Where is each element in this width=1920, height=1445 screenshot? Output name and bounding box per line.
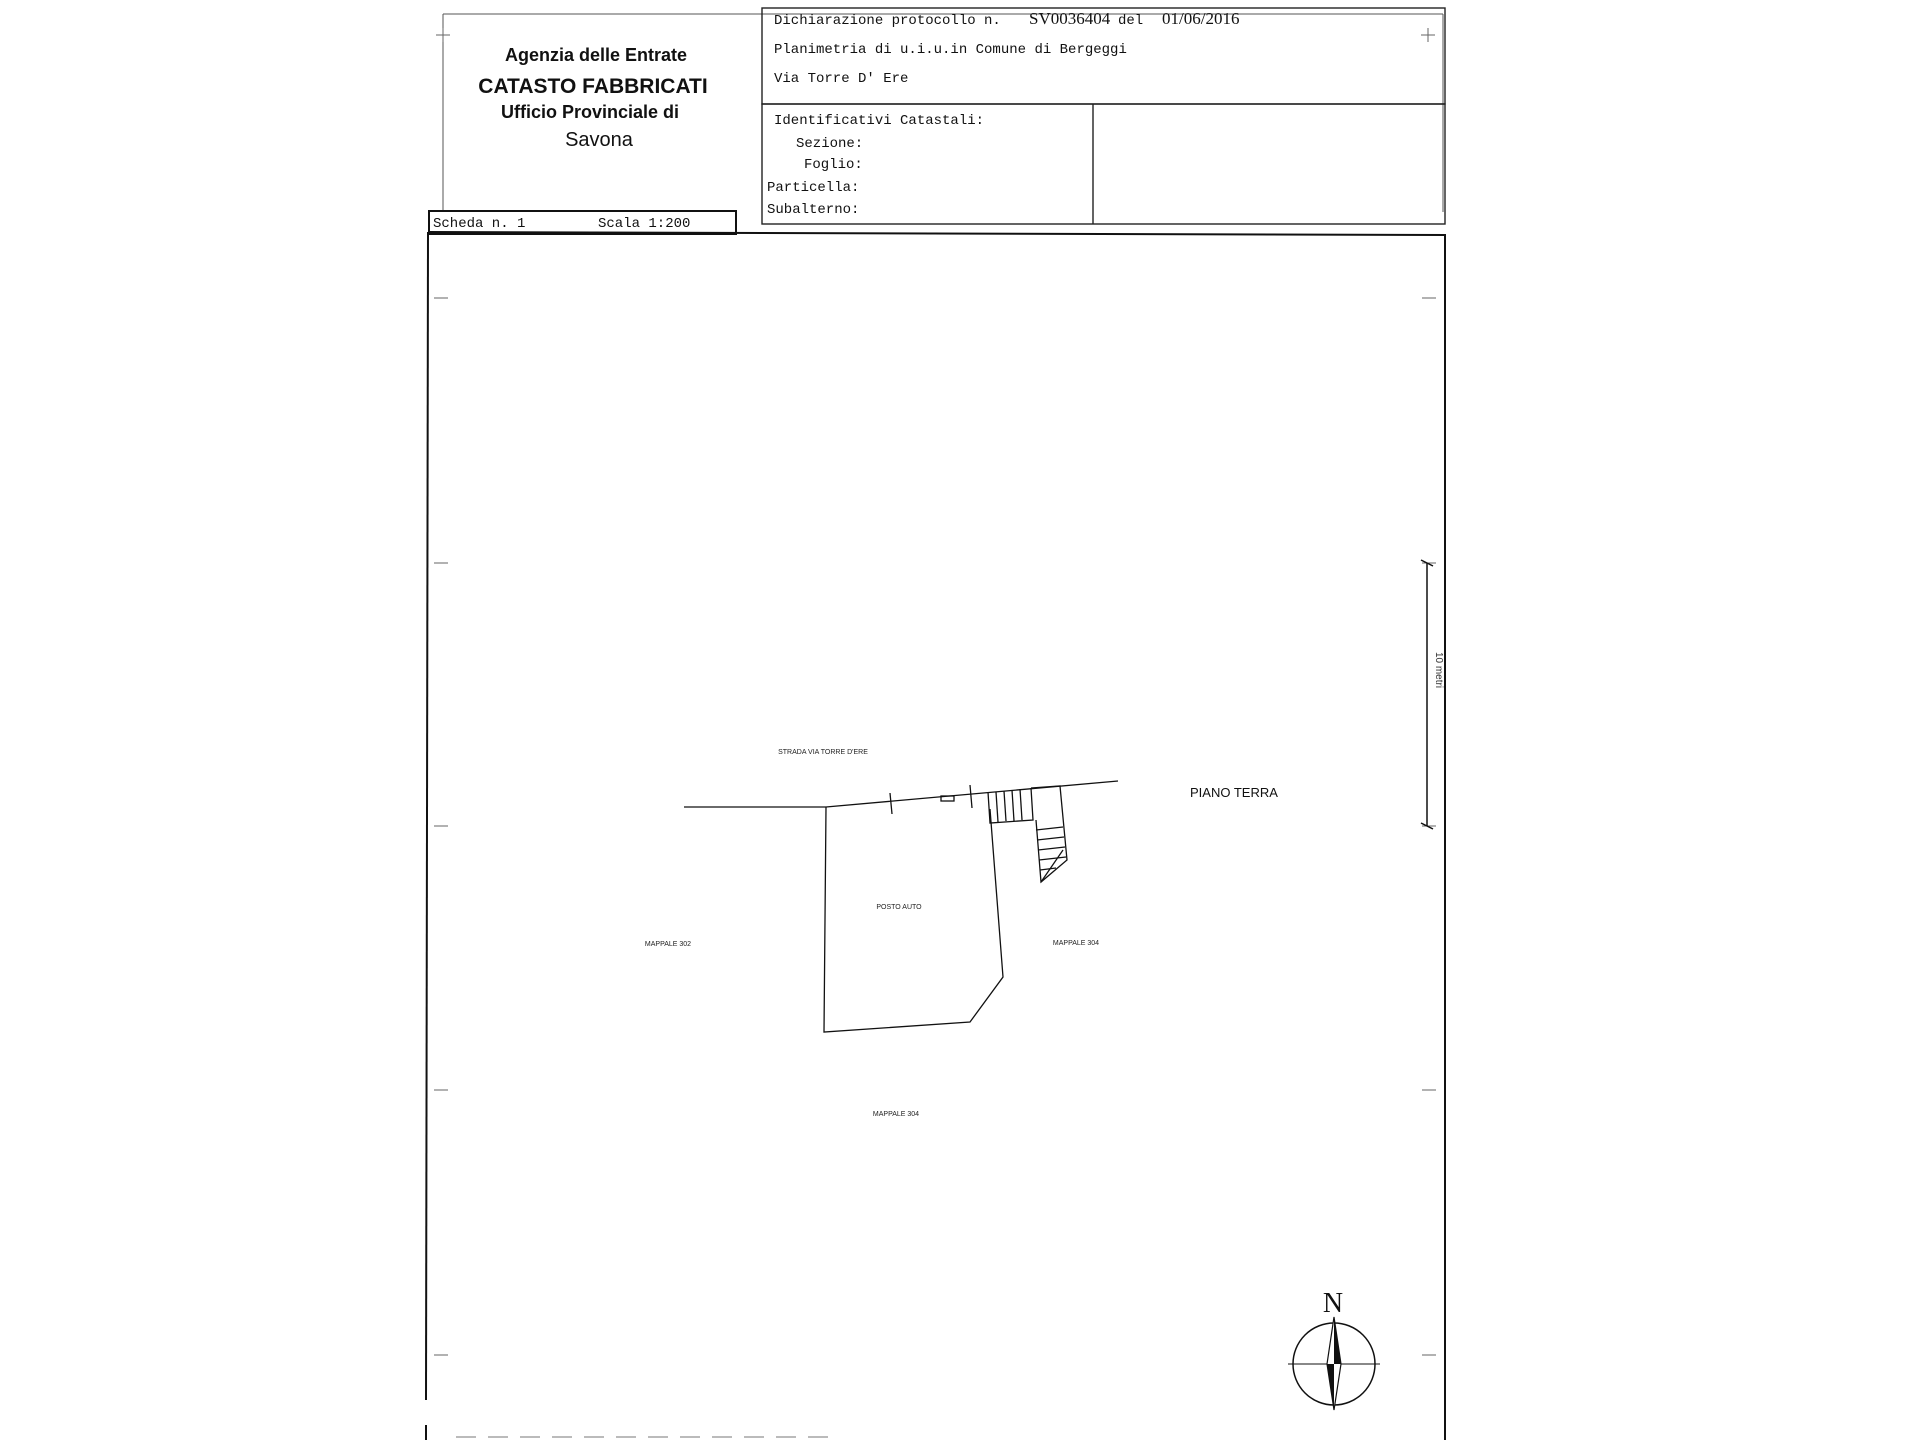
subalterno-label: Subalterno: xyxy=(767,202,860,218)
del-label: del xyxy=(1118,13,1144,29)
north-label: N xyxy=(1322,1288,1344,1319)
declaration-date: 01/06/2016 xyxy=(1162,9,1240,28)
protocol-number: SV0036404 xyxy=(1029,9,1111,28)
parking-space-outline xyxy=(824,807,1003,1032)
street-label: STRADA VIA TORRE D'ERE xyxy=(778,749,868,756)
agency-name: Agenzia delle Entrate xyxy=(504,45,688,65)
drawing-frame xyxy=(426,232,1446,1440)
plan-municipality: Planimetria di u.i.u.in Comune di Bergeggi xyxy=(774,42,1127,58)
foglio-label: Foglio: xyxy=(804,157,863,173)
north-arrow-icon xyxy=(1288,1317,1380,1410)
mappale-left-label: MAPPALE 302 xyxy=(644,941,692,948)
mappale-bottom-label: MAPPALE 304 xyxy=(872,1111,920,1118)
mappale-right-label: MAPPALE 304 xyxy=(1052,940,1100,947)
scale-bar xyxy=(1421,560,1433,829)
floor-label: PIANO TERRA xyxy=(1190,785,1278,800)
registration-ticks xyxy=(434,28,1436,1355)
scheda-number: Scheda n. 1 xyxy=(433,216,526,232)
room-label: POSTO AUTO xyxy=(876,904,922,911)
city-name: Savona xyxy=(565,129,633,151)
office-name: Ufficio Provinciale di xyxy=(500,102,680,122)
scale-label: Scala 1:200 xyxy=(598,216,691,232)
plan-address: Via Torre D' Ere xyxy=(774,71,909,87)
declaration-label: Dichiarazione protocollo n. xyxy=(774,13,1001,29)
registry-name: CATASTO FABBRICATI xyxy=(478,75,708,98)
identifiers-title: Identificativi Catastali: xyxy=(774,113,985,129)
sezione-label: Sezione: xyxy=(796,136,864,152)
particella-label: Particella: xyxy=(767,180,860,196)
scale-bar-label: 10 metri xyxy=(1433,651,1444,689)
